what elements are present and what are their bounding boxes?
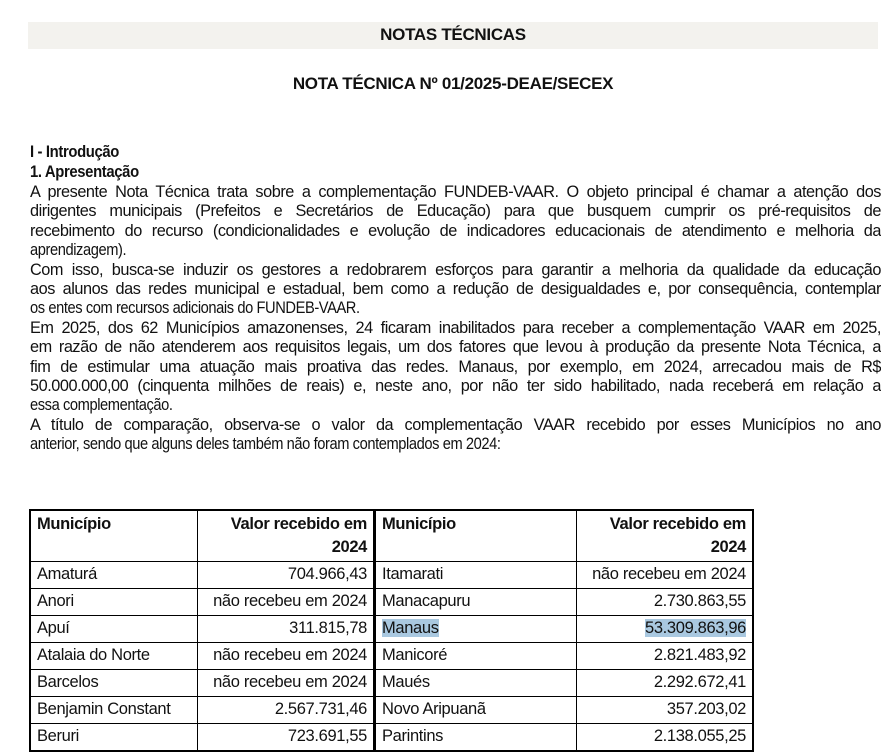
valor-cell — [577, 616, 754, 643]
municipio-cell — [30, 589, 198, 616]
body-line: A presente Nota Técnica trata sobre a complementação FUNDEB-VAAR. O objeto principal é chamar a atenção dos — [30, 183, 881, 201]
municipio-cell-text: Atalaia do Norte — [37, 646, 150, 664]
table-row — [30, 616, 753, 643]
table-row — [30, 697, 753, 724]
municipio-cell — [375, 616, 577, 643]
header-valor-b — [577, 510, 754, 562]
header-valor-b-line1: Valor recebido em — [609, 515, 746, 533]
valor-cell-text: 2.821.483,92 — [653, 646, 746, 664]
valor-cell-text: não recebeu em 2024 — [213, 673, 367, 691]
valor-cell-text: 53.309.863,96 — [645, 619, 746, 637]
valor-cell — [198, 589, 375, 616]
header-municipio-a: Município — [30, 510, 198, 562]
body-line: Com isso, busca-se induzir os gestores a redobrarem esforços para garantir a melhoria da qualidade da educação — [30, 260, 881, 279]
municipio-cell-text: Benjamin Constant — [37, 700, 171, 718]
table-row — [30, 670, 753, 697]
municipio-cell — [30, 724, 198, 752]
municipio-cell — [30, 616, 198, 643]
body-line: 50.000.000,00 (cinquenta milhões de reais) e, neste ano, por não ter sido habilitado, nada receberá em relação a — [30, 377, 881, 395]
municipio-cell — [375, 697, 577, 724]
valor-cell — [577, 562, 754, 589]
header-valor-a-line1: Valor recebido em — [230, 515, 367, 533]
valor-cell — [577, 643, 754, 670]
header-valor-a-line2: 2024 — [331, 538, 367, 556]
valor-cell — [198, 616, 375, 643]
body-line: Em 2025, dos 62 Municípios amazonenses, 24 ficaram inabilitados para receber a complementação VAAR em 2025, — [30, 318, 881, 337]
valor-cell-text: 704.966,43 — [287, 565, 367, 583]
body-line: aos alunos das redes municipal e estadual, bem como a redução de desigualdades e, por consequência, contemplar — [30, 280, 881, 298]
municipio-cell — [375, 589, 577, 616]
valor-cell-text: 2.292.672,41 — [653, 673, 746, 691]
section-heading: I - Introdução — [30, 143, 120, 161]
header-valor-b-line2: 2024 — [710, 538, 746, 556]
municipio-cell-text: Beruri — [37, 727, 79, 745]
valor-cell-text: não recebeu em 2024 — [213, 592, 367, 610]
municipio-cell — [375, 670, 577, 697]
valor-cell-text: não recebeu em 2024 — [592, 565, 746, 583]
table-header-row — [30, 510, 753, 562]
municipio-cell-text: Manacapuru — [382, 592, 471, 610]
body-line: recebimento do recurso (condicionalidades e evolução de indicadores educacionais de atendimento e melhoria da — [30, 221, 881, 240]
subsection-heading: 1. Apresentação — [30, 163, 139, 181]
municipio-cell-text: Manicoré — [382, 646, 448, 664]
header-valor-a — [198, 510, 375, 562]
municipio-cell-text: Itamarati — [382, 565, 444, 583]
table-row — [30, 724, 753, 752]
municipio-cell — [30, 643, 198, 670]
header-municipio-b: Município — [375, 510, 577, 562]
valor-cell — [198, 724, 375, 752]
body-line: aprendizagem). — [30, 241, 127, 260]
municipio-cell-text: Maués — [382, 673, 430, 691]
section-band — [28, 22, 878, 49]
body-line: em razão de não atenderem aos requisitos legais, um dos fatores que levou à produção da presente Nota Técnica, a — [30, 338, 881, 357]
body-line: anterior, sendo que alguns deles também não foram contemplados em 2024: — [30, 435, 501, 454]
valor-cell-text: 723.691,55 — [287, 727, 367, 745]
municipio-cell — [30, 670, 198, 697]
valor-cell-text: 2.730.863,55 — [653, 592, 746, 610]
valor-cell-text: não recebeu em 2024 — [213, 646, 367, 664]
body-line: A título de comparação, observa-se o valor da complementação VAAR recebido por esses Municípios no ano — [30, 415, 881, 434]
document-title: NOTA TÉCNICA Nº 01/2025-DEAE/SECEX — [292, 74, 614, 93]
valor-cell-text: 357.203,02 — [666, 700, 746, 718]
valor-cell — [198, 670, 375, 697]
valor-cell — [198, 697, 375, 724]
valor-cell — [577, 589, 754, 616]
municipio-cell — [375, 562, 577, 589]
municipio-cell-text: Amaturá — [37, 565, 97, 583]
municipio-cell-text: Parintins — [382, 727, 444, 745]
table-row — [30, 562, 753, 589]
municipio-cell-text: Manaus — [382, 619, 439, 637]
valor-cell-text: 311.815,78 — [289, 619, 367, 637]
valor-cell — [577, 724, 754, 752]
municipio-cell-text: Barcelos — [37, 673, 99, 691]
municipio-cell — [375, 643, 577, 670]
valor-cell — [577, 697, 754, 724]
municipio-cell-text: Novo Aripuanã — [382, 700, 486, 718]
body-line: os entes com recursos adicionais do FUNDEB-VAAR. — [30, 299, 360, 318]
municipio-cell — [30, 697, 198, 724]
band-title: NOTAS TÉCNICAS — [380, 25, 526, 44]
body-line: essa complementação. — [30, 396, 173, 415]
body-line: fim de estimular uma atuação mais proativa das redes. Manaus, por exemplo, em 2024, arrecadou mais de R$ — [30, 357, 881, 376]
valor-cell-text: 2.138.055,25 — [653, 727, 746, 745]
table-body — [30, 562, 753, 752]
valor-cell — [198, 562, 375, 589]
municipio-cell — [30, 562, 198, 589]
municipio-cell — [375, 724, 577, 752]
valor-cell — [198, 643, 375, 670]
table-row — [30, 589, 753, 616]
table-row — [30, 643, 753, 670]
body-line: dirigentes municipais (Prefeitos e Secretários de Educação) para que busquem cumprir os pré-requisitos de — [30, 202, 881, 221]
municipio-cell-text: Apuí — [37, 619, 70, 637]
valor-cell-text: 2.567.731,46 — [274, 700, 367, 718]
municipio-cell-text: Anori — [37, 592, 74, 610]
valor-cell — [577, 670, 754, 697]
comparison-table — [29, 509, 754, 752]
